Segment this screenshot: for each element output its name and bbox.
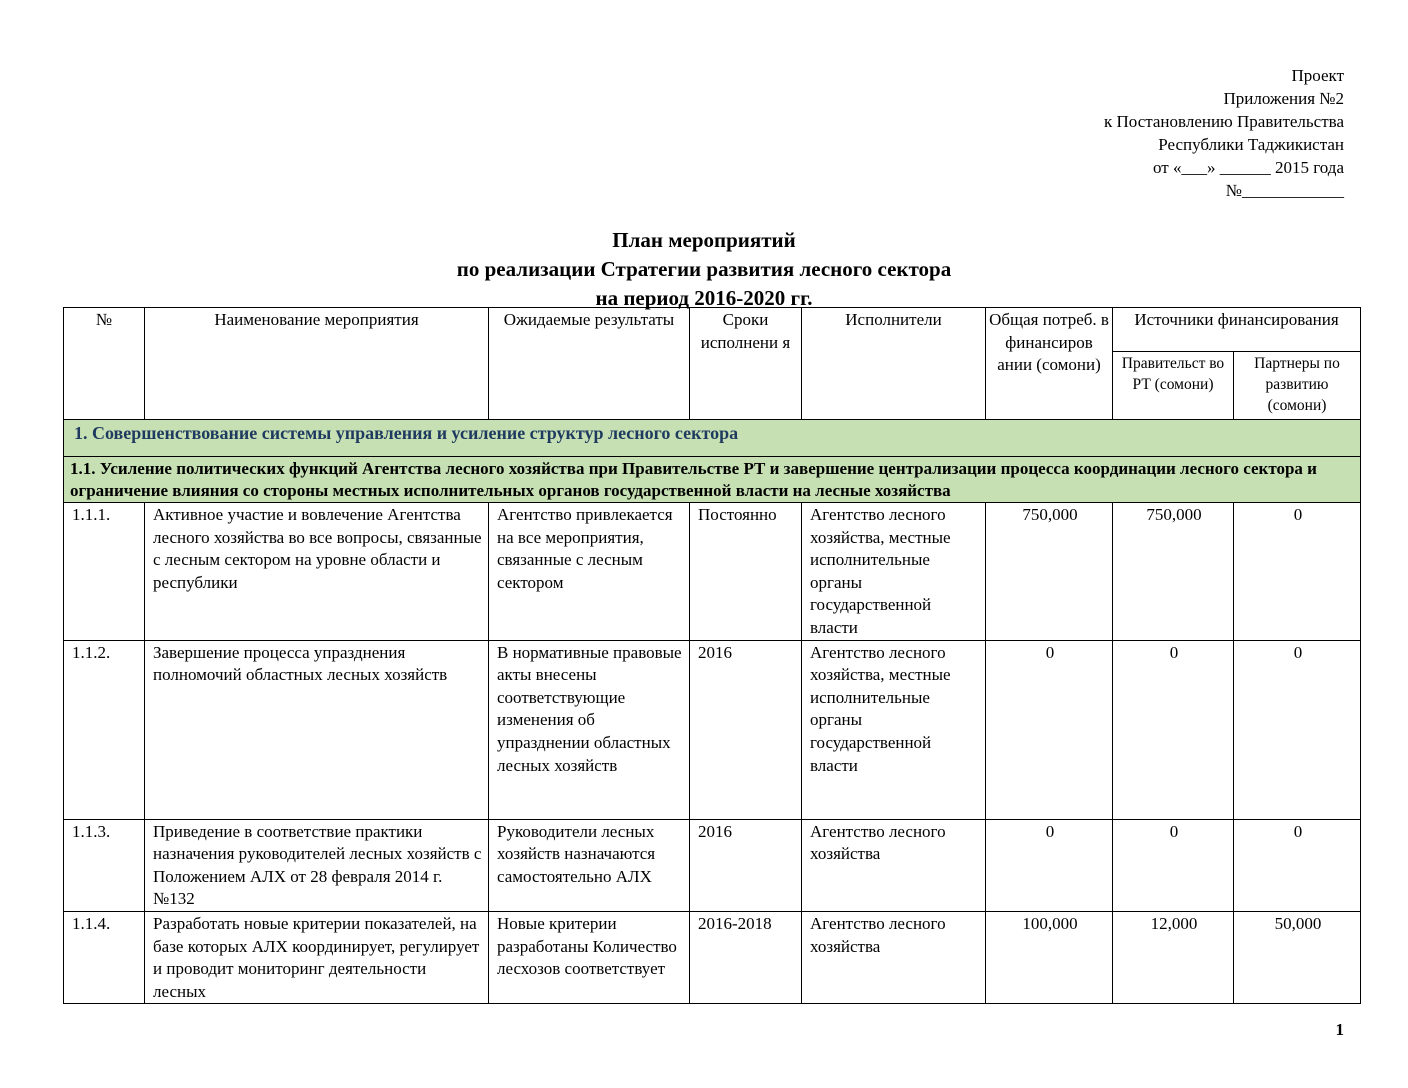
- row-name: Активное участие и вовлечение Агентства лесного хозяйства во все вопросы, связанные с лесным сектором на уровне области и республики: [145, 503, 489, 641]
- header-line-project: Проект: [1291, 66, 1344, 85]
- header-line-appendix: Приложения №2: [1223, 89, 1344, 108]
- row-total: 0: [986, 819, 1113, 911]
- document-title: [0, 226, 1408, 313]
- table-header-row: [64, 308, 1361, 352]
- row-executors: Агентство лесного хозяйства: [802, 819, 986, 911]
- row-partners: 50,000: [1234, 911, 1361, 1003]
- row-results: Руководители лесных хозяйств назначаются самостоятельно АЛХ: [489, 819, 690, 911]
- row-name: Приведение в соответствие практики назначения руководителей лесных хозяйств с Положением АЛХ от 28 февраля 2014 г. №132: [145, 819, 489, 911]
- row-num: 1.1.3.: [64, 819, 145, 911]
- approval-header: [1104, 64, 1344, 202]
- row-executors: Агентство лесного хозяйства: [802, 911, 986, 1003]
- row-name: Разработать новые критерии показателей, на базе которых АЛХ координирует, регулирует и проводит мониторинг деятельности лесных: [145, 911, 489, 1003]
- row-executors: Агентство лесного хозяйства, местные исполнительные органы государственной власти: [802, 640, 986, 819]
- header-line-republic: Республики Таджикистан: [1158, 135, 1344, 154]
- header-total-funding: Общая потреб. в финансиров ании (сомони): [986, 308, 1113, 420]
- row-gov: 0: [1113, 640, 1234, 819]
- row-terms: Постоянно: [690, 503, 802, 641]
- row-terms: 2016: [690, 819, 802, 911]
- header-funding-sources: Источники финансирования: [1113, 308, 1361, 352]
- table-row: [64, 503, 1361, 641]
- row-gov: 12,000: [1113, 911, 1234, 1003]
- subsection-row: [64, 457, 1361, 503]
- page-number: 1: [1335, 1020, 1344, 1039]
- table-row: [64, 819, 1361, 911]
- row-total: 0: [986, 640, 1113, 819]
- subsection-title: 1.1. Усиление политических функций Агентства лесного хозяйства при Правительстве РТ и завершение централизации процесса координации лесного сектора и ограничение влияния со стороны местных исполнительных органов государственной власти на лесные хозяйства: [64, 457, 1361, 503]
- row-num: 1.1.4.: [64, 911, 145, 1003]
- table-row: [64, 911, 1361, 1003]
- row-partners: 0: [1234, 503, 1361, 641]
- title-line-2: по реализации Стратегии развития лесного сектора: [456, 257, 952, 281]
- header-executors: Исполнители: [802, 308, 986, 420]
- row-terms: 2016: [690, 640, 802, 819]
- header-line-number: №____________: [1225, 181, 1344, 200]
- header-terms: Сроки исполнени я: [690, 308, 802, 420]
- row-gov: 750,000: [1113, 503, 1234, 641]
- row-results: Агентство привлекается на все мероприятия, связанные с лесным сектором: [489, 503, 690, 641]
- header-line-date: от «___» ______ 2015 года: [1153, 158, 1344, 177]
- header-gov-funding: Правительст во РТ (сомони): [1113, 352, 1234, 420]
- header-partners-funding: Партнеры по развитию (сомони): [1234, 352, 1361, 420]
- row-partners: 0: [1234, 819, 1361, 911]
- header-line-resolution: к Постановлению Правительства: [1104, 112, 1344, 131]
- row-partners: 0: [1234, 640, 1361, 819]
- row-gov: 0: [1113, 819, 1234, 911]
- row-num: 1.1.2.: [64, 640, 145, 819]
- section-row: [64, 420, 1361, 457]
- row-total: 750,000: [986, 503, 1113, 641]
- header-num: №: [64, 308, 145, 420]
- header-results: Ожидаемые результаты: [489, 308, 690, 420]
- row-results: Новые критерии разработаны Количество лесхозов соответствует: [489, 911, 690, 1003]
- row-num: 1.1.1.: [64, 503, 145, 641]
- row-name: Завершение процесса упразднения полномочий областных лесных хозяйств: [145, 640, 489, 819]
- title-line-1: План мероприятий: [612, 228, 796, 252]
- table-row: [64, 640, 1361, 819]
- action-plan-table: [63, 307, 1361, 1004]
- title-line-3: на период 2016-2020 гг.: [595, 286, 813, 310]
- section-title: 1. Совершенствование системы управления и усиление структур лесного сектора: [64, 420, 1361, 457]
- row-total: 100,000: [986, 911, 1113, 1003]
- row-terms: 2016-2018: [690, 911, 802, 1003]
- header-name: Наименование мероприятия: [145, 308, 489, 420]
- row-executors: Агентство лесного хозяйства, местные исполнительные органы государственной власти: [802, 503, 986, 641]
- row-results: В нормативные правовые акты внесены соответствующие изменения об упразднении областных лесных хозяйств: [489, 640, 690, 819]
